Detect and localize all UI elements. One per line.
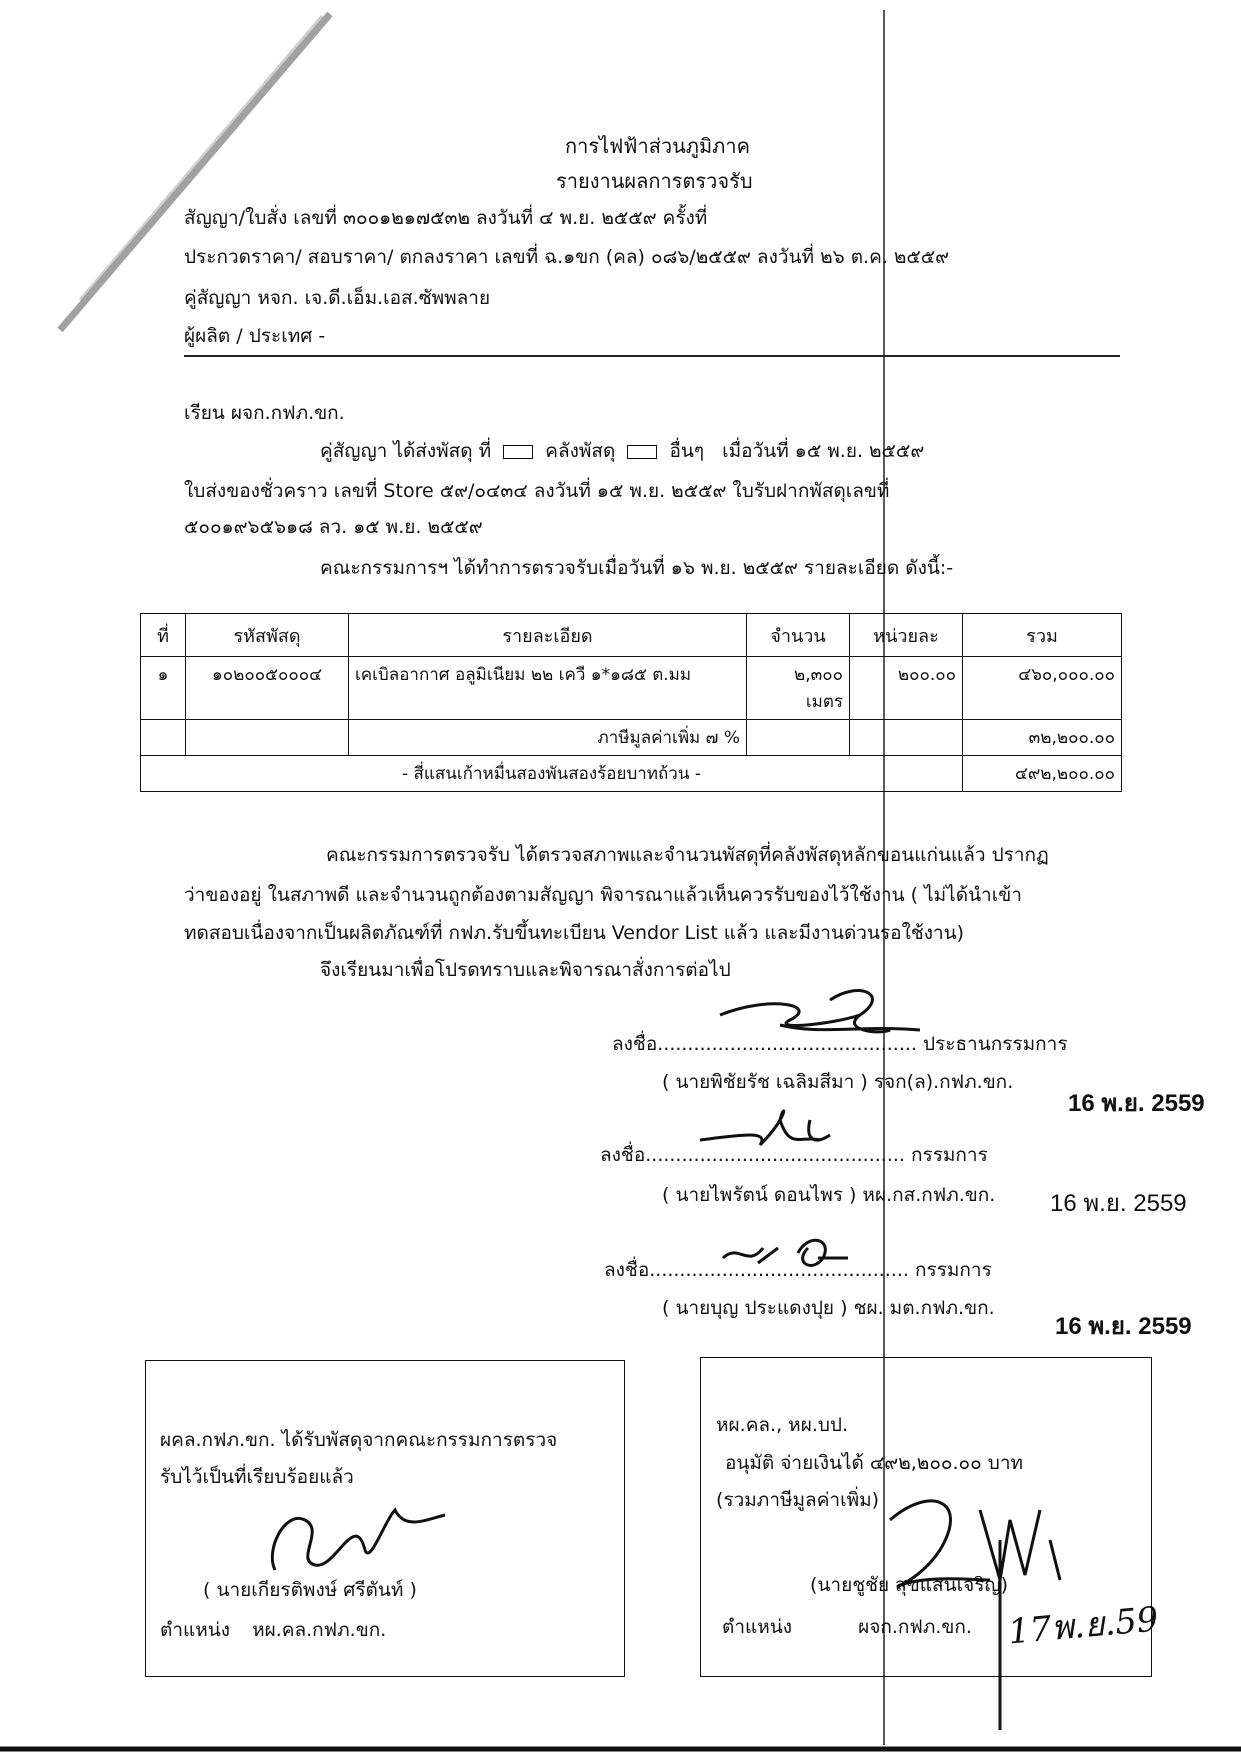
- other-label: อื่นๆ: [669, 440, 705, 462]
- signer-name: ( นายไพรัตน์ ดอนไพร ): [662, 1184, 857, 1206]
- bid-line: ประกวดราคา/ สอบราคา/ ตกลงราคา เลขที่ ฉ.๑ขก (คล) ๐๘๖/๒๕๕๙ ลงวันที่ ๒๖ ต.ค. ๒๕๕๙: [184, 246, 950, 268]
- box-right-line-3: (รวมภาษีมูลค่าเพิ่ม): [716, 1489, 880, 1511]
- col-qty: จำนวน: [747, 614, 850, 657]
- delivery-note-line: ใบส่งของชั่วคราว เลขที่ Store ๕๙/๐๔๓๔ ลงวันที่ ๑๕ พ.ย. ๒๕๕๙ ใบรับฝากพัสดุเลขที่: [184, 480, 890, 502]
- manufacturer-line: ผู้ผลิต / ประเทศ -: [184, 325, 326, 347]
- box-right-name: (นายชูชัย สุขแสนเจริญ): [810, 1574, 1009, 1596]
- grand-total: ๔๙๒,๒๐๐.๐๐: [963, 756, 1122, 792]
- delivery-line: [320, 436, 924, 466]
- col-code: รหัสพัสดุ: [186, 614, 349, 657]
- signature-member-1-mark: [690, 1095, 890, 1165]
- signer-name-member-1: [662, 1180, 995, 1210]
- vat-row: [141, 720, 1122, 756]
- box-right-line-2: อนุมัติ จ่ายเงินได้ ๔๙๒,๒๐๐.๐๐ บาท: [725, 1452, 1024, 1474]
- box-left-line-1: ผคล.กฟภ.ขก. ได้รับพัสดุจากคณะกรรมการตรวจ: [160, 1429, 558, 1451]
- table-row: [141, 657, 1122, 720]
- signer-position: รจก(ล).กฟภ.ขก.: [873, 1071, 1014, 1093]
- sign-dots: ...........................................: [657, 1033, 917, 1055]
- grand-total-row: [141, 756, 1122, 792]
- vat-label: ภาษีมูลค่าเพิ่ม ๗ %: [349, 720, 747, 756]
- delivery-prefix: คู่สัญญา ได้ส่งพัสดุ ที่: [320, 440, 492, 462]
- conclusion-line-4: จึงเรียนมาเพื่อโปรดทราบและพิจารณาสั่งการต่อไป: [320, 959, 731, 981]
- col-desc: รายละเอียด: [349, 614, 747, 657]
- addressee: เรียน ผจก.กฟภ.ขก.: [184, 402, 345, 424]
- signer-position: ชผ. มต.กฟภ.ขก.: [853, 1297, 995, 1319]
- inspection-line: คณะกรรมการฯ ได้ทำการตรวจรับเมื่อวันที่ ๑๖ พ.ย. ๒๕๕๙ รายละเอียด ดังนี้:-: [320, 557, 954, 579]
- signature-warehouse-mark: [255, 1490, 455, 1580]
- conclusion-line-3: ทดสอบเนื่องจากเป็นผลิตภัณฑ์ที่ กฟภ.รับขึ้นทะเบียน Vendor List แล้ว และมีงานด่วนรอใช้งาน): [184, 922, 965, 944]
- col-no: ที่: [141, 614, 186, 657]
- row-total: ๔๖๐,๐๐๐.๐๐: [963, 657, 1122, 720]
- sign-role: กรรมการ: [910, 1144, 988, 1166]
- header-divider: [184, 355, 1120, 357]
- sign-dots: ...........................................: [649, 1259, 909, 1281]
- row-qty: [747, 657, 850, 720]
- box-left-line-2: รับไว้เป็นที่เรียบร้อยแล้ว: [160, 1466, 354, 1488]
- conclusion-line-1: คณะกรรมการตรวจรับ ได้ตรวจสภาพและจำนวนพัสดุที่คลังพัสดุหลักขอนแก่นแล้ว ปรากฏ: [326, 844, 1049, 866]
- position-value: ผจก.กฟภ.ขก.: [858, 1616, 972, 1638]
- position-label: ตำแหน่ง: [722, 1616, 793, 1638]
- col-price: หน่วยละ: [850, 614, 963, 657]
- report-title: รายงานผลการตรวจรับ: [556, 169, 753, 193]
- amount-in-words: - สี่แสนเก้าหมื่นสองพันสองร้อยบาทถ้วน -: [141, 756, 963, 792]
- date-stamp: 16 พ.ย. 2559: [1055, 1313, 1192, 1340]
- signer-name: ( นายพิชัยรัช เฉลิมสีมา ): [662, 1071, 868, 1093]
- box-left-position: [160, 1615, 386, 1645]
- date-stamp: 16 พ.ย. 2559: [1050, 1190, 1187, 1217]
- col-total: รวม: [963, 614, 1122, 657]
- row-code: ๑๐๒๐๐๕๐๐๐๔: [186, 657, 349, 720]
- row-no: ๑: [141, 657, 186, 720]
- row-price: ๒๐๐.๐๐: [850, 657, 963, 720]
- signature-member-2-mark: [718, 1228, 868, 1288]
- signer-name-chair: [662, 1067, 1013, 1097]
- signer-name-member-2: [662, 1293, 995, 1323]
- date-stamp: 16 พ.ย. 2559: [1068, 1090, 1205, 1117]
- conclusion-line-2: ว่าของอยู่ ในสภาพดี และจำนวนถูกต้องตามสัญญา พิจารณาแล้วเห็นควรรับของไว้ใช้งาน ( ไม่ได้นำเข้า: [184, 884, 1022, 906]
- sign-label: ลงชื่อ: [604, 1259, 650, 1281]
- delivery-date: เมื่อวันที่ ๑๕ พ.ย. ๒๕๕๙: [722, 440, 925, 462]
- sign-label: ลงชื่อ: [600, 1144, 646, 1166]
- signer-name: ( นายบุญ ประแดงปุย ): [662, 1297, 848, 1319]
- sign-role: ประธานกรรมการ: [922, 1033, 1068, 1055]
- signature-chair-mark: [710, 985, 930, 1055]
- org-name: การไฟฟ้าส่วนภูมิภาค: [565, 134, 750, 158]
- qty-value: ๒,๓๐๐: [794, 665, 843, 685]
- other-checkbox: [627, 445, 657, 459]
- box-right-position: [722, 1612, 972, 1642]
- warehouse-label: คลังพัสดุ: [545, 440, 616, 462]
- contractor-line: คู่สัญญา หจก. เจ.ดี.เอ็ม.เอส.ซัพพลาย: [184, 287, 491, 309]
- table-header-row: [141, 614, 1122, 657]
- position-label: ตำแหน่ง: [160, 1619, 231, 1641]
- position-value: หผ.คล.กฟภ.ขก.: [252, 1619, 387, 1641]
- deposit-line: ๕๐๐๑๙๖๕๖๑๘ ลว. ๑๕ พ.ย. ๒๕๕๙: [184, 516, 483, 538]
- vat-value: ๓๒,๒๐๐.๐๐: [963, 720, 1122, 756]
- warehouse-checkbox: [503, 445, 533, 459]
- handwritten-date: 17พ.ย.59: [1006, 1599, 1161, 1653]
- row-desc: เคเบิลอากาศ อลูมิเนียม ๒๒ เควี ๑*๑๘๕ ต.มม: [349, 657, 747, 720]
- sign-label: ลงชื่อ: [612, 1033, 658, 1055]
- qty-unit: เมตร: [805, 692, 843, 712]
- contract-line: สัญญา/ใบสั่ง เลขที่ ๓๐๐๑๒๑๗๕๓๒ ลงวันที่ ๔ พ.ย. ๒๕๕๙ ครั้งที่: [184, 207, 708, 229]
- box-right-line-1: หผ.คล., หผ.บป.: [716, 1414, 849, 1436]
- sign-role: กรรมการ: [914, 1259, 992, 1281]
- sign-dots: ...........................................: [645, 1144, 905, 1166]
- signer-position: หผ.กส.กฟภ.ขก.: [862, 1184, 996, 1206]
- items-table: [140, 613, 1122, 792]
- box-left-name: ( นายเกียรติพงษ์ ศรีตันท์ ): [203, 1579, 417, 1601]
